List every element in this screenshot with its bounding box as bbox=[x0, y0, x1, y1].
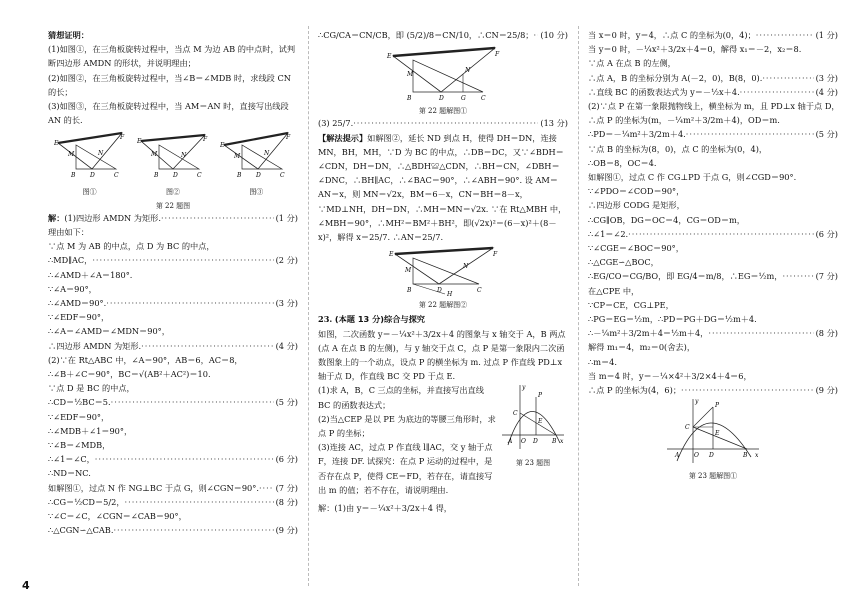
svg-text:A: A bbox=[508, 438, 513, 446]
solution-line: ∵点 A 在点 B 的左侧， bbox=[588, 58, 676, 69]
score-mark: (2 分) bbox=[275, 255, 298, 266]
solution-line: ∴△CGN∽△CAB. ····· (9 分) bbox=[48, 523, 298, 537]
svg-text:N: N bbox=[180, 152, 187, 160]
solution-line: ∵∠C＝∠C，∠CGN＝∠CAB＝90°， bbox=[48, 511, 187, 522]
score-mark: (9 分) bbox=[275, 525, 298, 536]
svg-text:N: N bbox=[465, 67, 471, 75]
solution-line: ∴∠A＝∠AMD＝∠MDN＝90°， bbox=[48, 326, 170, 337]
text-line: (3)连接 AC，过点 P 作直线 l∥AC，交 y 轴于点 F，连接 DF. 试探究：在点 P 运动的过程中，是否存在点 P，使得 CE＝FD，若存在，请直接写出 m 的值；若不存在，请说明理由. bbox=[318, 442, 493, 495]
solution-line: ∴OB＝8，OC＝4. bbox=[588, 157, 657, 168]
score-mark: (6 分) bbox=[275, 454, 298, 465]
solution-line: ∴∠1＝∠C， ····· (6 分) bbox=[48, 452, 298, 466]
solution-line: ∴CG/CA＝CN/CB，即 (5/2)/8＝CN/10，∴CN＝25/8； ····· (10 分) bbox=[318, 28, 568, 42]
solution-line: ∴PG＝EG＝½m，∴PD＝PG＋DG＝½m＋4. bbox=[588, 314, 757, 325]
svg-text:E: E bbox=[538, 418, 543, 426]
solution-line: 当 m＝4 时，y＝－¼×4²＋3/2×4＋4＝6， bbox=[588, 370, 752, 381]
svg-text:x: x bbox=[755, 452, 759, 460]
column-3 bbox=[588, 28, 838, 481]
solution-line: 理由如下： bbox=[48, 227, 89, 238]
solution-line: ∵点 M 为 AB 的中点，点 D 为 BC 的中点， bbox=[48, 241, 215, 252]
solution-line: 如解图①，过点 N 作 NG⊥BC 于点 G，则∠CGN＝90°. ····· (7 分) bbox=[48, 481, 298, 495]
score-mark: (5 分) bbox=[275, 397, 298, 408]
svg-text:D: D bbox=[256, 172, 262, 180]
svg-text:D: D bbox=[172, 172, 178, 180]
score-mark: (3 分) bbox=[275, 298, 298, 309]
column-1 bbox=[48, 28, 298, 538]
score-mark: (8 分) bbox=[815, 328, 838, 339]
question-23-body: 如图，二次函数 y＝－¼x²＋3/2x＋4 的图象与 x 轴交于 A，B 两点(点 A 在点 B 的左侧)，与 y 轴交于点 C，点 P 是第一象限内二次函数图象上的一个动点，设点 P 的横坐标为 m. 过点 P 作直线 PD⊥x 轴于点 D，作直线 BC 交 PD 于点 E. bbox=[318, 328, 566, 382]
figure-22-2 bbox=[137, 129, 209, 198]
section-heading: 猜想证明： bbox=[48, 30, 89, 40]
question-23-figure bbox=[498, 383, 568, 497]
figure-caption: 第 23 题图 bbox=[515, 458, 551, 467]
score-mark: (10 分) bbox=[540, 30, 568, 40]
solution-line: 解：(1)四边形 AMDN 为矩形. ····· (1 分) bbox=[48, 211, 298, 225]
svg-text:E: E bbox=[387, 53, 392, 61]
svg-text:H: H bbox=[447, 291, 453, 297]
svg-text:y: y bbox=[522, 384, 526, 392]
svg-text:B: B bbox=[552, 438, 557, 446]
score-mark: (6 分) bbox=[815, 228, 838, 239]
svg-text:M: M bbox=[405, 267, 412, 275]
score-mark: (1 分) bbox=[815, 30, 838, 40]
svg-text:C: C bbox=[481, 95, 486, 103]
svg-text:C: C bbox=[513, 410, 518, 418]
svg-text:N: N bbox=[264, 150, 270, 158]
solution-line: ∴△CGE∽△BOC， bbox=[588, 257, 659, 268]
solution-line: ∴∠1＝∠2. ····· (6 分) bbox=[588, 227, 838, 241]
svg-text:F: F bbox=[495, 51, 500, 59]
svg-text:C: C bbox=[196, 172, 202, 180]
column-divider bbox=[308, 26, 309, 586]
score-mark: (8 分) bbox=[275, 496, 298, 507]
svg-text:E: E bbox=[136, 138, 142, 146]
question-23-parts bbox=[318, 383, 498, 497]
svg-text:D: D bbox=[533, 438, 538, 446]
svg-text:E: E bbox=[389, 251, 394, 259]
solution-line: ∴m＝4. bbox=[588, 356, 617, 367]
text-line: (1)求 A，B，C 三点的坐标，并直接写出直线 BC 的函数表达式； bbox=[318, 385, 484, 410]
svg-text:C: C bbox=[685, 424, 690, 432]
svg-text:M: M bbox=[150, 151, 158, 159]
text-line: (1)如图①，在三角板旋转过程中，当点 M 为边 AB 的中点时，试判断四边形 AMDN 的形状，并说明理由； bbox=[48, 44, 296, 69]
svg-text:N: N bbox=[97, 150, 103, 158]
svg-text:M: M bbox=[234, 153, 241, 161]
figure-22-3 bbox=[220, 129, 292, 198]
solution-line: ∵CP＝CE，CG⊥PE， bbox=[588, 299, 674, 310]
svg-text:B: B bbox=[70, 172, 76, 180]
question-23-solution-start: 解：(1)由 y＝－¼x²＋3/2x＋4 得， bbox=[318, 503, 452, 514]
solution-tip: 【解法提示】如解图②，延长 ND 到点 H，使得 DH＝DN，连接 MN，BH，MH，∵D 为 BC 的中点，∴DB＝DC，又∵∠BDH＝∠CDN，DH＝DN，∴△BDH≌△CDN，∴BH＝CN，∠DBH＝∠DNC，∴BH∥AC，∴∠BAC＝90°，∴∠ABH＝90°. 设 AM＝AN＝x，则 MN＝√2x，BM＝6－x，CN＝BH＝8－x，∵MD⊥NH，DH＝DN，∴MH＝MN＝√2x. ∵在 Rt△MBH 中，∠MBH＝90°，∴MH²＝BM²＋BH²，即(√2x)²＝(6－x)²＋(8－x)²，解得 x＝25/7. ∴AN＝25/7. bbox=[318, 132, 567, 243]
solution-line: ∵∠EDF＝90°， bbox=[48, 312, 110, 323]
svg-text:M: M bbox=[407, 71, 414, 79]
score-mark: (3 分) bbox=[815, 72, 838, 83]
solution-line: ∴CD＝½BC＝5. ····· (5 分) bbox=[48, 395, 298, 409]
solution-line: 当 x＝0 时，y＝4，∴点 C 的坐标为(0，4)； ····· (1 分) bbox=[588, 28, 838, 42]
svg-text:F: F bbox=[286, 134, 291, 142]
svg-text:E: E bbox=[220, 142, 225, 150]
text-line: (3)如图③，在三角板旋转过程中，当 AM＝AN 时，直接写出线段 AN 的长. bbox=[48, 101, 289, 126]
text-line: (2)如图②，在三角板旋转过程中，当∠B＝∠MDB 时，求线段 CN 的长； bbox=[48, 72, 291, 97]
svg-text:D: D bbox=[709, 452, 714, 460]
solution-figure-22-2 bbox=[318, 244, 568, 310]
solution-line: ∴CG∥OB，DG＝OC＝4，CG＝OD＝m， bbox=[588, 214, 745, 225]
solution-line: ∴PD＝－¼m²＋3/2m＋4. ····· (5 分) bbox=[588, 127, 838, 141]
solution-22 bbox=[48, 211, 298, 538]
svg-text:F: F bbox=[202, 136, 208, 144]
solution-line: 如解图①，过点 C 作 CG⊥PD 于点 G，则∠CGD＝90°. bbox=[588, 172, 797, 183]
solution-line: ∵∠EDF＝90°， bbox=[48, 411, 110, 422]
solution-line: ∴CG＝½CD＝5/2， ····· (8 分) bbox=[48, 495, 298, 509]
solution-line: ∴直线 BC 的函数表达式为 y＝－½x＋4. ····· (4 分) bbox=[588, 85, 838, 99]
figure-caption: 第 22 题解图① bbox=[418, 107, 468, 116]
solution-line: ∴ND＝NC. bbox=[48, 468, 91, 479]
figure-caption: 第 22 题解图② bbox=[418, 301, 468, 310]
figure-label: 图① bbox=[82, 187, 97, 196]
svg-text:O: O bbox=[694, 452, 699, 460]
svg-text:F: F bbox=[119, 134, 124, 142]
column-2 bbox=[318, 28, 568, 515]
solution-line: ∴点 P 的坐标为(m，－¼m²＋3/2m＋4)，OD＝m. bbox=[588, 115, 780, 126]
figure-label: 图③ bbox=[249, 187, 264, 196]
solution-23 bbox=[588, 28, 838, 397]
svg-text:O: O bbox=[521, 438, 526, 446]
solution-line: 当 y＝0 时，－¼x²＋3/2x＋4＝0，解得 x₁＝－2，x₂＝8. bbox=[588, 44, 802, 55]
svg-text:P: P bbox=[538, 392, 543, 400]
svg-text:C: C bbox=[477, 287, 482, 295]
score-mark: (4 分) bbox=[815, 86, 838, 97]
svg-text:y: y bbox=[695, 398, 699, 406]
solution-line: ∴∠B＋∠C＝90°，BC＝√(AB²＋AC²)＝10. bbox=[48, 369, 211, 380]
svg-text:B: B bbox=[407, 95, 412, 103]
svg-text:D: D bbox=[437, 287, 442, 295]
figure-22-1 bbox=[54, 129, 126, 198]
solution-line: ∴点 P 的坐标为(4，6)； ····· (9 分) bbox=[588, 383, 838, 397]
solution-line: ∴点 A，B 的坐标分别为 A(－2，0)，B(8，0). ····· (3 分) bbox=[588, 71, 838, 85]
solution-line: ∴－¼m²＋3/2m＋4＝½m＋4， ····· (8 分) bbox=[588, 326, 838, 340]
solution-line: (2)∵点 P 在第一象限抛物线上，横坐标为 m，且 PD⊥x 轴于点 D， bbox=[588, 101, 840, 112]
solution-22-cont bbox=[318, 28, 568, 42]
score-mark: (9 分) bbox=[815, 385, 838, 396]
solution-line: ∵∠CGE＝∠BOC＝90°， bbox=[588, 243, 684, 254]
score-mark: (4 分) bbox=[275, 340, 298, 351]
solution-line: ∴∠MDB＋∠1＝90°， bbox=[48, 425, 133, 436]
solution-line: (2)∵在 Rt△ABC 中，∠A＝90°，AB＝6，AC＝8， bbox=[48, 354, 243, 365]
text-line: (2)当△CEP 是以 PE 为底边的等腰三角形时，求点 P 的坐标； bbox=[318, 413, 496, 439]
svg-text:C: C bbox=[280, 172, 285, 180]
svg-text:E: E bbox=[715, 430, 720, 438]
svg-text:M: M bbox=[67, 151, 74, 159]
svg-text:N: N bbox=[463, 263, 469, 271]
solution-line: ∴∠AMD＋∠A＝180°. bbox=[48, 269, 133, 280]
solution-line: ∵∠B＝∠MDB， bbox=[48, 440, 111, 451]
score-mark: (7 分) bbox=[275, 482, 298, 493]
svg-text:A: A bbox=[675, 452, 680, 460]
figure-label: 图② bbox=[165, 187, 180, 196]
svg-text:x: x bbox=[560, 438, 564, 446]
solution-figure-23-1 bbox=[588, 397, 838, 481]
score-mark: (5 分) bbox=[815, 129, 838, 140]
solution-line: ∴∠AMD＝90°. ····· (3 分) bbox=[48, 296, 298, 310]
column-divider bbox=[578, 26, 579, 586]
solution-line: ∴MD∥AC， ····· (2 分) bbox=[48, 253, 298, 267]
question-23-parts-block bbox=[318, 383, 568, 497]
solution-line: ∴EG/CO＝CG/BO，即 EG/4＝m/8，∴EG＝½m， ····· (7 分) bbox=[588, 269, 838, 283]
problem-intro bbox=[48, 42, 298, 127]
svg-text:E: E bbox=[53, 140, 59, 148]
figure-caption: 第 23 题解图① bbox=[688, 472, 738, 481]
svg-text:B: B bbox=[153, 172, 159, 180]
svg-text:F: F bbox=[493, 251, 498, 259]
svg-text:B: B bbox=[407, 287, 412, 295]
score-mark: (7 分) bbox=[815, 271, 838, 282]
svg-text:D: D bbox=[439, 95, 444, 103]
svg-text:P: P bbox=[715, 402, 720, 410]
svg-text:D: D bbox=[89, 172, 95, 180]
svg-text:G: G bbox=[461, 95, 466, 103]
solution-line: 解得 m₁＝4，m₂＝0(舍去)， bbox=[588, 342, 696, 353]
figure-caption: 第 22 题图 bbox=[155, 201, 191, 210]
answer-line: (3) 25/7. ····· (13 分) bbox=[318, 116, 568, 130]
score-mark: (1 分) bbox=[275, 212, 298, 223]
question-23-header: 23. (本题 13 分)综合与探究 bbox=[318, 314, 425, 325]
solution-line: ∵点 D 是 BC 的中点， bbox=[48, 383, 135, 394]
svg-text:C: C bbox=[113, 172, 119, 180]
figure-row-22 bbox=[48, 129, 298, 198]
svg-text:B: B bbox=[237, 172, 242, 180]
svg-text:B: B bbox=[743, 452, 748, 460]
solution-line: ∴四边形 CODG 是矩形， bbox=[588, 200, 685, 211]
solution-line: ∵∠PDO＝∠COD＝90°， bbox=[588, 186, 685, 197]
solution-figure-22-1 bbox=[318, 44, 568, 116]
solution-line: ∴四边形 AMDN 为矩形. ····· (4 分) bbox=[48, 339, 298, 353]
solution-line: ∵点 B 的坐标为(8，0)，点 C 的坐标为(0，4)， bbox=[588, 143, 768, 154]
solution-line: ∵∠A＝90°， bbox=[48, 283, 97, 294]
page-number: 4 bbox=[22, 579, 30, 592]
solution-line: 在△CPE 中， bbox=[588, 285, 640, 296]
